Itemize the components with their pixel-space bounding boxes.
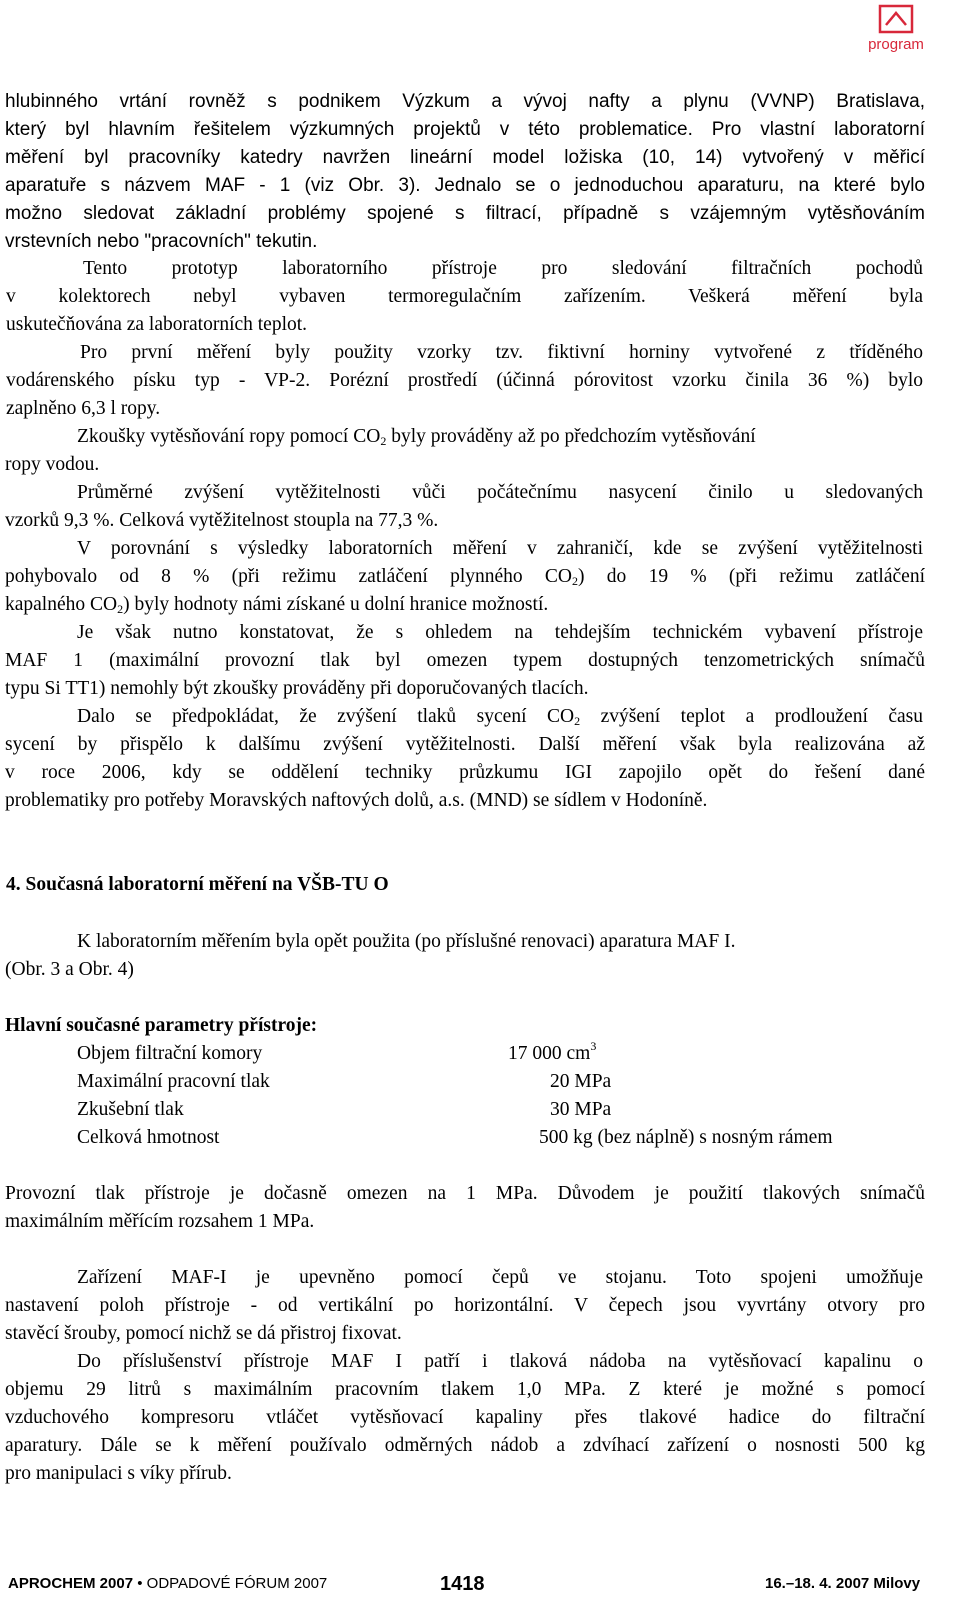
params-heading: Hlavní současné parametry přístroje: bbox=[5, 1015, 318, 1036]
text-line: Tento prototyp laboratorního přístroje pro sledování filtračních pochodů bbox=[83, 258, 923, 279]
logo-text: program bbox=[868, 36, 924, 53]
text-line: nastavení poloh přístroje - od vertikální po horizontální. V čepech jsou vyvrtány otvory pro bbox=[5, 1295, 925, 1316]
param-value: 20 MPa bbox=[550, 1071, 612, 1092]
text-line: Pro první měření byly použity vzorky tzv. fiktivní horniny vytvořené z tříděného bbox=[80, 342, 923, 363]
page-number: 1418 bbox=[440, 1573, 485, 1595]
text-line: typu Si TT1) nemohly být zkoušky prováděny při doporučovaných tlacích. bbox=[5, 678, 589, 699]
text-line: Je však nutno konstatovat, že s ohledem na tehdejším technickém vybavení přístroje bbox=[77, 622, 923, 643]
text-line: pro manipulaci s víky přírub. bbox=[5, 1463, 232, 1484]
text-line: sycení by přispělo k dalšímu zvýšení vytěžitelnosti. Další měření však byla realizována až bbox=[5, 734, 925, 755]
section-heading: 4. Současná laboratorní měření na VŠB-TU O bbox=[6, 874, 389, 895]
param-name: Objem filtrační komory bbox=[77, 1043, 263, 1064]
text-line: aparatury. Dále se k měření používalo odměrných nádob a zdvíhací zařízení o nosnosti 500 kg bbox=[5, 1435, 925, 1456]
param-name: Zkušební tlak bbox=[77, 1099, 184, 1120]
text-line: v roce 2006, kdy se oddělení techniky průzkumu IGI zapojilo opět do řešení dané bbox=[5, 762, 925, 783]
text-line: MAF 1 (maximální provozní tlak byl omezen typem dostupných tenzometrických snímačů bbox=[5, 650, 925, 671]
text-line: který byl hlavním řešitelem výzkumných projektů v této problematice. Pro vlastní laboratorní bbox=[5, 119, 925, 140]
text-line: možno sledovat základní problémy spojené s filtrací, případně s vzájemným vytěsňováním bbox=[5, 203, 925, 224]
text-line: vodárenského písku typ - VP-2. Porézní prostředí (účinná pórovitost vzorku činila 36 %) bylo bbox=[6, 370, 923, 391]
program-logo-icon bbox=[878, 4, 914, 34]
text-line: zaplněno 6,3 l ropy. bbox=[6, 398, 161, 419]
text-line: objemu 29 litrů s maximálním pracovním tlakem 1,0 MPa. Z které je možné s pomocí bbox=[5, 1379, 925, 1400]
text-line: pohybovalo od 8 % (při režimu zatláčení plynného $CO_2$) do 19 % (při režimu zatláčení bbox=[5, 566, 925, 588]
text-line: kapalného $CO_2$) byly hodnoty námi získané u dolní hranice možností. bbox=[5, 594, 549, 616]
text-line: Zkoušky vytěsňování ropy pomocí $CO_2$ byly prováděny až po předchozím vytěsňování bbox=[77, 426, 756, 448]
text-line: aparatuře s názvem MAF - 1 (viz Obr. 3). Jednalo se o jednoduchou aparaturu, na které bylo bbox=[5, 175, 925, 196]
text-line: Provozní tlak přístroje je dočasně omezen na 1 MPa. Důvodem je použití tlakových snímačů bbox=[5, 1183, 925, 1204]
text-line: v kolektorech nebyl vybaven termoregulačním zařízením. Veškerá měření byla bbox=[6, 286, 923, 307]
text-line: V porovnání s výsledky laboratorních měření v zahraničí, kde se zvýšení vytěžitelnosti bbox=[77, 538, 923, 559]
text-line: vzorků 9,3 %. Celková vytěžitelnost stoupla na 77,3 %. bbox=[5, 510, 439, 531]
text-line: Do příslušenství přístroje MAF I patří i tlaková nádoba na vytěsňovací kapalinu o bbox=[77, 1351, 923, 1372]
text-line: měření byl pracovníky katedry navržen lineární model ložiska (10, 14) vytvořený v měřicí bbox=[5, 147, 925, 168]
param-value: 500 kg (bez náplně) s nosným rámem bbox=[539, 1127, 833, 1148]
program-logo bbox=[864, 4, 928, 56]
text-line: ropy vodou. bbox=[5, 454, 100, 475]
param-name: Celková hmotnost bbox=[77, 1127, 220, 1148]
param-value: 30 MPa bbox=[550, 1099, 612, 1120]
text-line: problematiky pro potřeby Moravských naftových dolů, a.s. (MND) se sídlem v Hodoníně. bbox=[5, 790, 708, 811]
text-line: vzduchového kompresoru vtláčet vytěsňovací kapaliny přes tlakové hadice do filtrační bbox=[5, 1407, 925, 1428]
text-line: hlubinného vrtání rovněž s podnikem Výzkum a vývoj nafty a plynu (VVNP) Bratislava, bbox=[5, 91, 925, 112]
footer-date: 16.–18. 4. 2007 Milovy bbox=[765, 1575, 921, 1592]
text-line: Dalo se předpokládat, že zvýšení tlaků sycení $CO_2$ zvýšení teplot a prodloužení času bbox=[77, 706, 923, 728]
text-line: stavěcí šrouby, pomocí nichž se dá přistroj fixovat. bbox=[5, 1323, 402, 1344]
text-line: maximálním měřícím rozsahem 1 MPa. bbox=[5, 1211, 315, 1232]
text-line: uskutečňována za laboratorních teplot. bbox=[6, 314, 308, 335]
text-line: Zařízení MAF-I je upevněno pomocí čepů ve stojanu. Toto spojeni umožňuje bbox=[77, 1267, 923, 1288]
param-value: 17 000 $cm^3$ bbox=[508, 1039, 597, 1064]
footer-conference: APROCHEM 2007 • ODPADOVÉ FÓRUM 2007 bbox=[8, 1575, 328, 1592]
text-line: (Obr. 3 a Obr. 4) bbox=[5, 959, 134, 980]
text-line: vrstevních nebo "pracovních" tekutin. bbox=[5, 231, 318, 252]
text-line: K laboratorním měřením byla opět použita (po příslušné renovaci) aparatura MAF I. bbox=[77, 931, 736, 952]
text-line: Průměrné zvýšení vytěžitelnosti vůči počátečnímu nasycení činilo u sledovaných bbox=[77, 482, 923, 503]
param-name: Maximální pracovní tlak bbox=[77, 1071, 270, 1092]
